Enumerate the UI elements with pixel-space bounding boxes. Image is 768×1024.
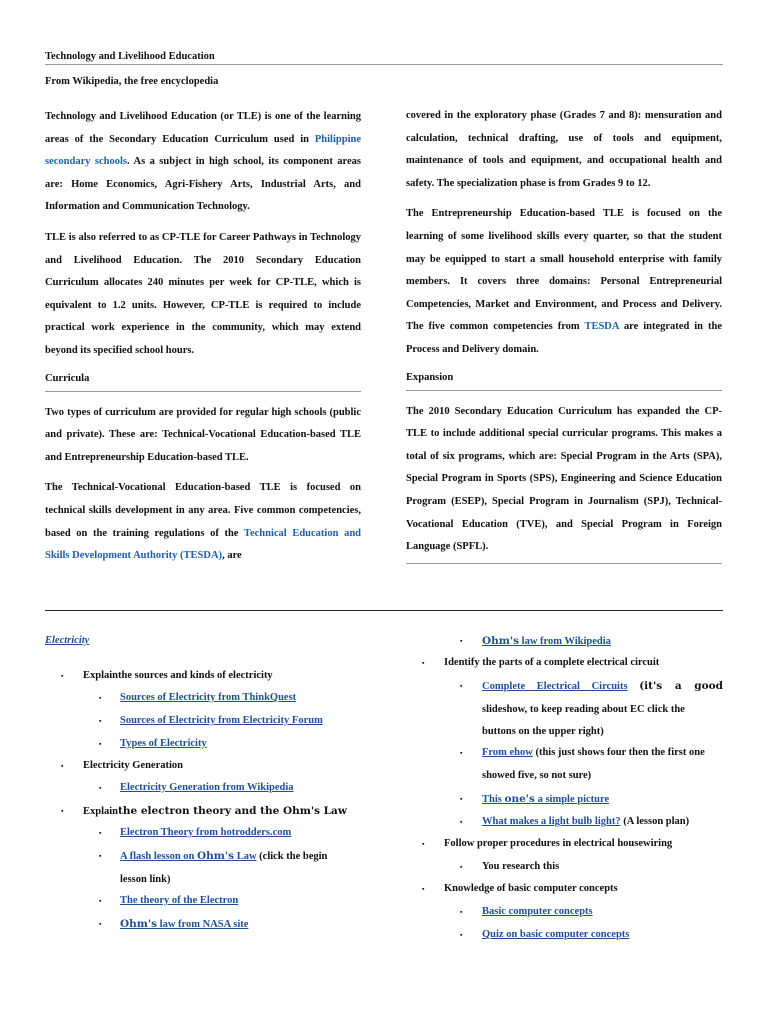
flash-note: (click the begin: [259, 851, 328, 862]
explain-label: Explain: [83, 806, 119, 817]
curricula-rule: [45, 391, 361, 392]
nasa-ohm-text: Ohm's: [120, 918, 158, 930]
bullet-marker: ▪: [99, 717, 102, 725]
expansion-heading: Expansion: [406, 371, 454, 383]
identify-item: Identify the parts of a complete electrical circuit: [444, 657, 660, 668]
curriculum-types-paragraph: Two types of curriculum are provided for regular high schools (public and private). These are: Technical-Vocational Education-based TLE and Entrepreneurship Education-based TLE.: [45, 406, 361, 463]
flash-lesson-item: [120, 845, 361, 891]
flash-ohm-text: Ohm's: [197, 850, 235, 862]
curricula-heading: Curricula: [45, 372, 90, 384]
exploratory-paragraph: covered in the exploratory phase (Grades 7 and 8): mensuration and calculation, technical drafting, use of tools and equipment, maintenance of tools and equipment, and occupational health and safety. The specialization phase is from Grades 9 to 12.: [406, 110, 722, 189]
title-rule: [45, 64, 723, 65]
electricity-forum-link[interactable]: Sources of Electricity from Electricity Forum: [120, 715, 323, 726]
cp-tle-paragraph: TLE is also referred to as CP-TLE for Career Pathways in Technology and Livelihood Education. The 2010 Secondary Education Curriculum allocates 240 minutes per week for CP-TLE, which is equivalent to 1.2 units. However, CP-TLE is required to include practical work experience in the community, which may extend beyond its specified school hours.: [45, 231, 361, 356]
complete-circuits-item: [482, 675, 723, 744]
bullet-marker: ▪: [460, 818, 463, 826]
tech-voc-text-b: , are: [222, 550, 242, 562]
entrepreneurship-paragraph: [406, 203, 722, 361]
knowledge-item: Knowledge of basic computer concepts: [444, 883, 618, 894]
left-column: [45, 106, 361, 576]
bullet-marker: ▪: [460, 637, 463, 645]
tech-voc-paragraph: [45, 477, 361, 567]
tesda-link[interactable]: Technical Education and Skills Development Authority (TESDA): [45, 527, 362, 562]
wiki-ohm-text: Ohm's: [482, 635, 520, 647]
expansion-rule: [406, 390, 722, 391]
bullet-marker: ▪: [422, 840, 425, 848]
expansion-end-rule: [406, 563, 722, 564]
ehow-note: (this just shows four then the first one: [532, 747, 705, 758]
page-title: Technology and Livelihood Education: [45, 51, 215, 62]
philippine-schools-link[interactable]: Philippine secondary schools: [45, 133, 361, 168]
nasa-rest-text: law from NASA site: [157, 919, 249, 930]
bullet-marker: ▪: [99, 852, 102, 860]
wiki-rest-text: law from Wikipedia: [519, 636, 611, 647]
research-item: You research this: [482, 861, 560, 872]
basic-concepts-link[interactable]: Basic computer concepts: [482, 906, 593, 917]
tech-voc-text-a: The Technical-Vocational Education-based TLE is focused on technical skills development in any area. Five common competencies, based on the training regulations of the: [45, 482, 361, 539]
bullet-marker: ▪: [61, 672, 64, 680]
explain-sources-item: Explainthe sources and kinds of electricity: [83, 670, 273, 681]
types-of-electricity-link[interactable]: Types of Electricity: [120, 738, 207, 749]
bulb-note: (A lesson plan): [620, 816, 690, 827]
flash-note-2: lesson link): [120, 873, 171, 885]
intro-text-b: . As a subject in high school, its component areas are: Home Economics, Agri-Fishery Arts, Industrial Arts, and Information and Communication Technology.: [45, 156, 362, 213]
ehow-link[interactable]: From ehow: [482, 747, 533, 758]
quiz-concepts-link[interactable]: Quiz on basic computer concepts: [482, 929, 630, 940]
explain-electron-item: [83, 804, 347, 819]
bullet-marker: ▪: [460, 863, 463, 871]
simple-text-a: This: [482, 794, 505, 805]
simple-text-c: a simple picture: [534, 794, 610, 805]
bullet-marker: ▪: [460, 908, 463, 916]
thinkquest-link[interactable]: Sources of Electricity from ThinkQuest: [120, 692, 297, 703]
bullet-marker: ▪: [61, 807, 64, 815]
generation-wikipedia-link[interactable]: Electricity Generation from Wikipedia: [120, 782, 294, 793]
bullet-marker: ▪: [460, 795, 463, 803]
flash-lesson-text: A flash lesson on: [120, 851, 198, 862]
bullet-marker: ▪: [422, 885, 425, 893]
bullet-marker: ▪: [99, 897, 102, 905]
complete-note-3: buttons on the upper right): [482, 726, 604, 737]
bullet-marker: ▪: [460, 749, 463, 757]
entrepreneurship-text-a: The Entrepreneurship Education-based TLE is focused on the learning of some livelihood skills every quarter, so that the student may be equipped to start a small household enterprise with family members. It covers three domains: Personal Entrepreneurial Competencies, Market and Environment, and Process and Delivery. The five common competencies from: [406, 208, 722, 333]
follow-item: Follow proper procedures in electrical housewiring: [444, 838, 673, 849]
complete-circuits-link[interactable]: Complete Electrical Circuits: [482, 681, 628, 692]
bullet-marker: ▪: [460, 931, 463, 939]
flash-lesson-link[interactable]: [120, 851, 257, 862]
ehow-item: [482, 742, 723, 787]
ohm-nasa-link[interactable]: [120, 919, 248, 930]
section-divider: [45, 610, 723, 611]
simple-text-b: one's: [504, 793, 535, 805]
bullet-marker: ▪: [460, 682, 463, 690]
expansion-paragraph: The 2010 Secondary Education Curriculum has expanded the CP-TLE to include additional special curricular programs. This makes a total of six programs, which are: Special Program in the Arts (SPA), Special Program in Sports (SPS), Engineering and Science Education Program (ESEP), Special Program in Journalism (SPJ), Technical-Vocational Education (TVE), and Special Program in Foreign Language (SPFL).: [406, 405, 722, 553]
theory-electron-link[interactable]: The theory of the Electron: [120, 895, 239, 906]
electron-ohm-label: the electron theory and the Ohm's Law: [118, 805, 347, 817]
right-column: [406, 105, 722, 564]
light-bulb-link[interactable]: What makes a light bulb light?: [482, 816, 621, 827]
intro-paragraph: [45, 106, 361, 219]
bulb-item: [482, 815, 689, 829]
generation-item: Electricity Generation: [83, 760, 184, 771]
page-subtitle: From Wikipedia, the free encyclopedia: [45, 76, 219, 87]
bullet-marker: ▪: [61, 762, 64, 770]
entrepreneurship-text-b: are integrated in the Process and Delivery domain.: [406, 321, 722, 355]
bullet-marker: ▪: [99, 920, 102, 928]
hotrodders-link[interactable]: Electron Theory from hotrodders.com: [120, 827, 292, 838]
ohm-wikipedia-link[interactable]: [482, 636, 611, 647]
bullet-marker: ▪: [422, 659, 425, 667]
tesda-link-2[interactable]: TESDA: [584, 321, 619, 333]
flash-law-text: Law: [234, 851, 257, 862]
electricity-link[interactable]: Electricity: [45, 635, 90, 646]
complete-note-2: slideshow, to keep reading about EC click the: [482, 703, 685, 715]
bullet-marker: ▪: [99, 829, 102, 837]
intro-text-a: Technology and Livelihood Education (or TLE) is one of the learning areas of the Secondary Education Curriculum used in: [45, 111, 361, 145]
ehow-note-2: showed five, so not sure): [482, 769, 592, 781]
complete-note: (it's a good: [639, 680, 723, 692]
simple-picture-link[interactable]: [482, 794, 609, 805]
bullet-marker: ▪: [99, 784, 102, 792]
bullet-marker: ▪: [99, 694, 102, 702]
bullet-marker: ▪: [99, 740, 102, 748]
